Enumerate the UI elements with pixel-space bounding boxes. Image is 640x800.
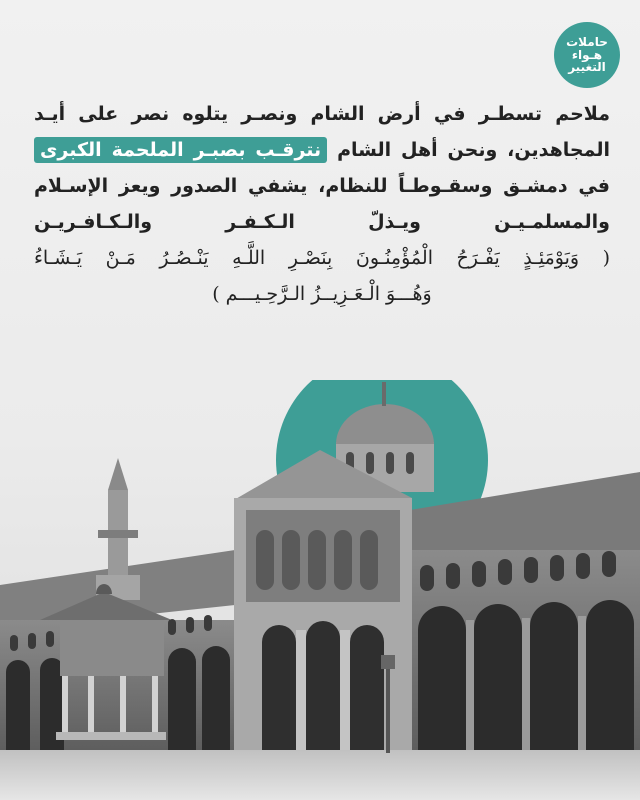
courtyard-floor	[0, 745, 640, 800]
minaret-top	[108, 458, 128, 490]
text-line-1: ملاحم تسطـر في أرض الشام ونصـر يتلوه نصر على أيـد	[34, 103, 610, 125]
minaret-balcony	[98, 530, 138, 538]
highlighted-phrase: نترقـب بصبـر الملحمة الكبرى	[34, 137, 327, 163]
courtyard-lamp-post	[386, 665, 390, 753]
logo-line-3: التغيير	[568, 60, 606, 75]
text-line-2	[34, 132, 610, 168]
dome-finial	[382, 382, 386, 406]
logo-line-1: حاملات	[566, 35, 608, 50]
main-text	[34, 96, 610, 312]
quran-verse-line-1: ( وَيَوْمَئِـذٍ يَفْـرَحُ الْمُؤْمِنُـونَ بِنَصْـرِ اللَّـهِ يَنْـصُـرُ مَـنْ يَـشَـاءُ	[34, 247, 610, 269]
courtyard-lamp	[381, 655, 395, 669]
mosque-illustration	[0, 380, 640, 800]
brand-logo	[554, 22, 620, 88]
logo-line-2: هـواء	[571, 47, 603, 62]
quran-verse-line-2: وَهُـــوَ الْـعَـزِيــزُ الـرَّحِـيـــم )	[212, 283, 432, 305]
facade-arches	[262, 621, 384, 750]
kiosk-body	[60, 620, 164, 676]
text-line-2-start: المجاهدين، ونحن أهل الشام	[327, 139, 610, 161]
text-line-3: في دمشـق وسقـوطـاً للنظام، يشفي الصدور ويعز الإسـلام	[34, 175, 610, 197]
text-line-4: والمسلمـيـن ويـذلّ الـكـفـر والـكـافـريـن	[34, 211, 610, 233]
kiosk-base	[56, 732, 166, 740]
